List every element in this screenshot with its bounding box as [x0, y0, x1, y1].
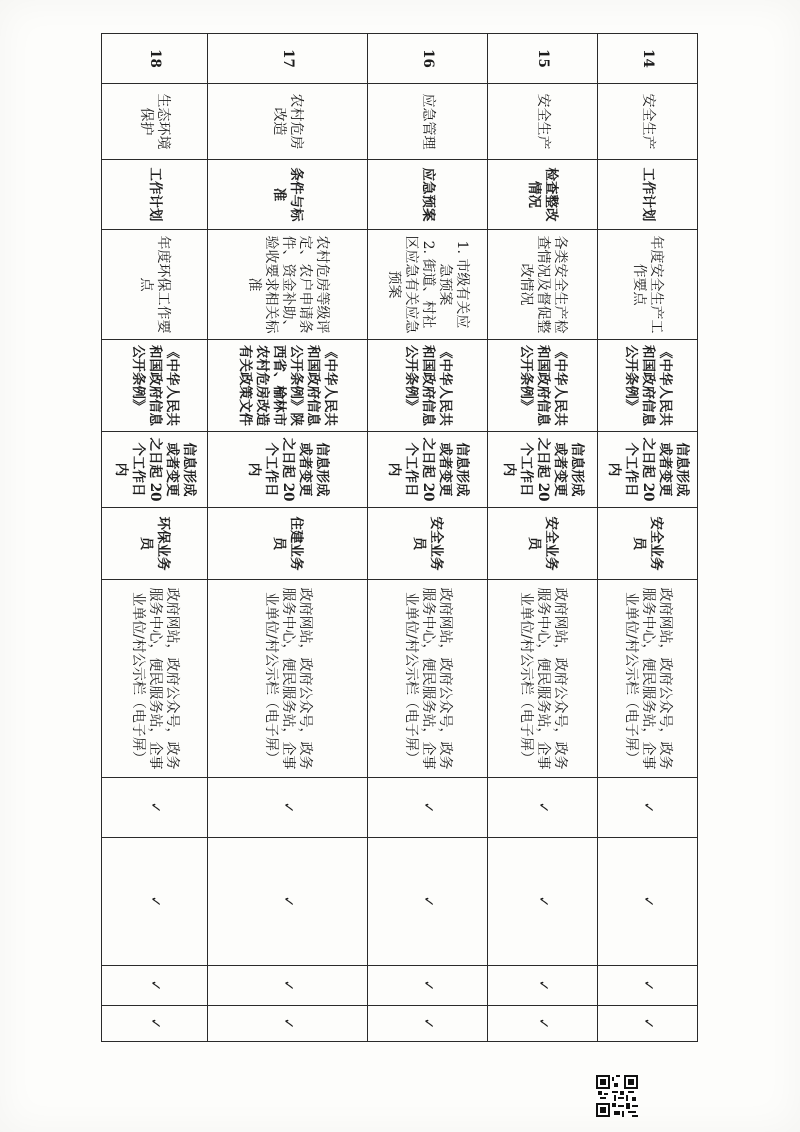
- check-cell: ✓: [102, 838, 208, 966]
- check-cell: ✓: [208, 1006, 368, 1042]
- basis-cell: 《中华人民共和国政府信息公开条例》: [368, 340, 488, 432]
- responsible-cell: 环保业务员: [102, 508, 208, 580]
- table-row: [488, 34, 598, 1042]
- basis-cell: 《中华人民共和国政府信息公开条例》陕西省、榆林市农村危房改造有关政策文件: [208, 340, 368, 432]
- item-cell: 检查整改情况: [488, 160, 598, 230]
- basis-cell: 《中华人民共和国政府信息公开条例》: [488, 340, 598, 432]
- item-cell: 条件与标准: [208, 160, 368, 230]
- item-cell: 工作计划: [102, 160, 208, 230]
- responsible-cell: 安全业务员: [368, 508, 488, 580]
- check-cell: ✓: [368, 966, 488, 1006]
- time-limit-cell: 信息形成或者变更之日起 20 个工作日内: [598, 432, 698, 508]
- check-cell: ✓: [102, 778, 208, 838]
- basis-cell: 《中华人民共和国政府信息公开条例》: [102, 340, 208, 432]
- category-cell: 安全生产: [598, 84, 698, 160]
- content-cell: 1. 市级有关应急预案 2. 街道、村社区应急有关应急预案: [368, 230, 488, 340]
- check-cell: ✓: [598, 966, 698, 1006]
- channel-cell: 政府网站，政府公众号，政务服务中心，便民服务站，企事业单位/村公示栏（电子屏）: [208, 580, 368, 778]
- category-cell: 应急管理: [368, 84, 488, 160]
- check-cell: ✓: [488, 838, 598, 966]
- responsible-cell: 安全业务员: [488, 508, 598, 580]
- row-number: 18: [102, 34, 208, 84]
- check-cell: ✓: [598, 1006, 698, 1042]
- table-row: [208, 34, 368, 1042]
- row-number: 16: [368, 34, 488, 84]
- check-cell: ✓: [102, 966, 208, 1006]
- basis-cell: 《中华人民共和国政府信息公开条例》: [598, 340, 698, 432]
- check-cell: ✓: [368, 838, 488, 966]
- check-cell: ✓: [102, 1006, 208, 1042]
- content-cell: 各类安全生产检查情况及督促整改情况: [488, 230, 598, 340]
- check-cell: ✓: [598, 778, 698, 838]
- check-cell: ✓: [488, 778, 598, 838]
- channel-cell: 政府网站，政府公众号，政务服务中心，便民服务站，企事业单位/村公示栏（电子屏）: [102, 580, 208, 778]
- category-cell: 安全生产: [488, 84, 598, 160]
- category-cell: 生态环境保护: [102, 84, 208, 160]
- time-limit-cell: 信息形成或者变更之日起 20 个工作日内: [368, 432, 488, 508]
- time-limit-cell: 信息形成或者变更之日起 20 个工作日内: [208, 432, 368, 508]
- content-cell: 年度环保工作要点: [102, 230, 208, 340]
- channel-cell: 政府网站，政府公众号，政务服务中心，便民服务站，企事业单位/村公示栏（电子屏）: [488, 580, 598, 778]
- check-cell: ✓: [368, 1006, 488, 1042]
- disclosure-table: [101, 33, 698, 1042]
- row-number: 14: [598, 34, 698, 84]
- row-number: 15: [488, 34, 598, 84]
- channel-cell: 政府网站，政府公众号，政务服务中心，便民服务站，企事业单位/村公示栏（电子屏）: [368, 580, 488, 778]
- check-cell: ✓: [208, 838, 368, 966]
- responsible-cell: 安全业务员: [598, 508, 698, 580]
- check-cell: ✓: [598, 838, 698, 966]
- item-cell: 工作计划: [598, 160, 698, 230]
- table-row: [368, 34, 488, 1042]
- content-cell: 年度安全生产工作要点: [598, 230, 698, 340]
- qr-code: [596, 1075, 638, 1117]
- responsible-cell: 住建业务员: [208, 508, 368, 580]
- channel-cell: 政府网站，政府公众号，政务服务中心，便民服务站，企事业单位/村公示栏（电子屏）: [598, 580, 698, 778]
- table-row: [598, 34, 698, 1042]
- time-limit-cell: 信息形成或者变更之日起 20 个工作日内: [488, 432, 598, 508]
- item-cell: 应急预案: [368, 160, 488, 230]
- check-cell: ✓: [488, 1006, 598, 1042]
- check-cell: ✓: [208, 778, 368, 838]
- category-cell: 农村危房改造: [208, 84, 368, 160]
- content-cell: 农村危房等级评定、农户申请条件、资金补助、验收要求相关标准: [208, 230, 368, 340]
- check-cell: ✓: [208, 966, 368, 1006]
- rotated-table-page: [102, 33, 698, 1041]
- check-cell: ✓: [368, 778, 488, 838]
- row-number: 17: [208, 34, 368, 84]
- table-row: [102, 34, 208, 1042]
- time-limit-cell: 信息形成或者变更之日起 20 个工作日内: [102, 432, 208, 508]
- qr-code-icon: [596, 1075, 638, 1117]
- check-cell: ✓: [488, 966, 598, 1006]
